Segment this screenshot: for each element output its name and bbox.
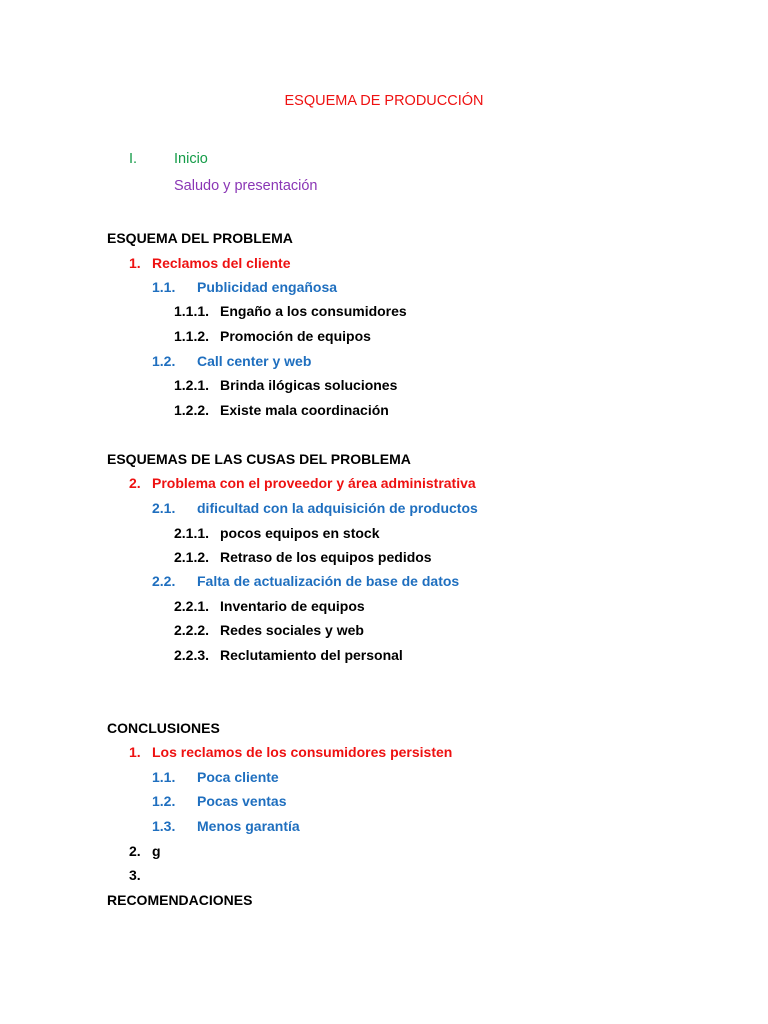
list-item-2-1-text: dificultad con la adquisición de productos xyxy=(197,500,478,516)
section-heading-conclusiones: CONCLUSIONES xyxy=(107,720,220,736)
list-item-1-1-2-number: 1.1.2. xyxy=(174,328,210,344)
list-item-1-2-2-text: Existe mala coordinación xyxy=(220,402,389,418)
conclusion-item-2-number: 2. xyxy=(129,843,141,859)
intro-text: Saludo y presentación xyxy=(174,178,318,194)
list-item-1-text: Reclamos del cliente xyxy=(152,255,291,271)
list-item-1-2-text: Call center y web xyxy=(197,353,312,369)
conclusion-item-1-1-text: Poca cliente xyxy=(197,769,279,785)
list-item-2-2-1-text: Inventario de equipos xyxy=(220,598,365,614)
intro-numeral: I. xyxy=(129,151,138,167)
list-item-2-1-2-text: Retraso de los equipos pedidos xyxy=(220,549,432,565)
section-heading-problema: ESQUEMA DEL PROBLEMA xyxy=(107,230,293,246)
conclusion-item-1-1-number: 1.1. xyxy=(152,769,176,785)
list-item-1-1-2-text: Promoción de equipos xyxy=(220,328,371,344)
list-item-2-2-number: 2.2. xyxy=(152,573,176,589)
section-heading-causas: ESQUEMAS DE LAS CUSAS DEL PROBLEMA xyxy=(107,451,411,467)
list-item-2-1-2-number: 2.1.2. xyxy=(174,549,210,565)
list-item-2-2-3-number: 2.2.3. xyxy=(174,647,210,663)
list-item-2-text: Problema con el proveedor y área administrativa xyxy=(152,475,476,491)
list-item-1-2-1-text: Brinda ilógicas soluciones xyxy=(220,377,398,393)
list-item-1-2-2-number: 1.2.2. xyxy=(174,402,210,418)
list-item-2-2-2-text: Redes sociales y web xyxy=(220,622,364,638)
list-item-2-2-text: Falta de actualización de base de datos xyxy=(197,573,460,589)
document-title: ESQUEMA DE PRODUCCIÓN xyxy=(284,93,484,109)
list-item-1-1-text: Publicidad engañosa xyxy=(197,279,338,295)
list-item-2-1-1-text: pocos equipos en stock xyxy=(220,525,380,541)
conclusion-item-1-text: Los reclamos de los consumidores persisten xyxy=(152,744,453,760)
list-item-1-1-1-text: Engaño a los consumidores xyxy=(220,303,407,319)
list-item-1-1-1-number: 1.1.1. xyxy=(174,303,210,319)
conclusion-item-1-3-text: Menos garantía xyxy=(197,818,300,834)
conclusion-item-3-number: 3. xyxy=(129,867,141,883)
section-heading-recomendaciones: RECOMENDACIONES xyxy=(107,892,253,908)
conclusion-item-1-3-number: 1.3. xyxy=(152,818,176,834)
conclusion-item-2-text: g xyxy=(152,843,161,859)
list-item-2-number: 2. xyxy=(129,475,141,491)
list-item-1-1-number: 1.1. xyxy=(152,279,176,295)
list-item-2-1-number: 2.1. xyxy=(152,500,176,516)
conclusion-item-1-2-number: 1.2. xyxy=(152,793,176,809)
list-item-2-2-2-number: 2.2.2. xyxy=(174,622,210,638)
intro-heading: Inicio xyxy=(174,151,208,167)
list-item-2-2-1-number: 2.2.1. xyxy=(174,598,210,614)
conclusion-item-1-number: 1. xyxy=(129,744,141,760)
list-item-1-number: 1. xyxy=(129,255,141,271)
list-item-2-1-1-number: 2.1.1. xyxy=(174,525,210,541)
list-item-1-2-number: 1.2. xyxy=(152,353,176,369)
list-item-2-2-3-text: Reclutamiento del personal xyxy=(220,647,403,663)
list-item-1-2-1-number: 1.2.1. xyxy=(174,377,210,393)
conclusion-item-1-2-text: Pocas ventas xyxy=(197,793,287,809)
